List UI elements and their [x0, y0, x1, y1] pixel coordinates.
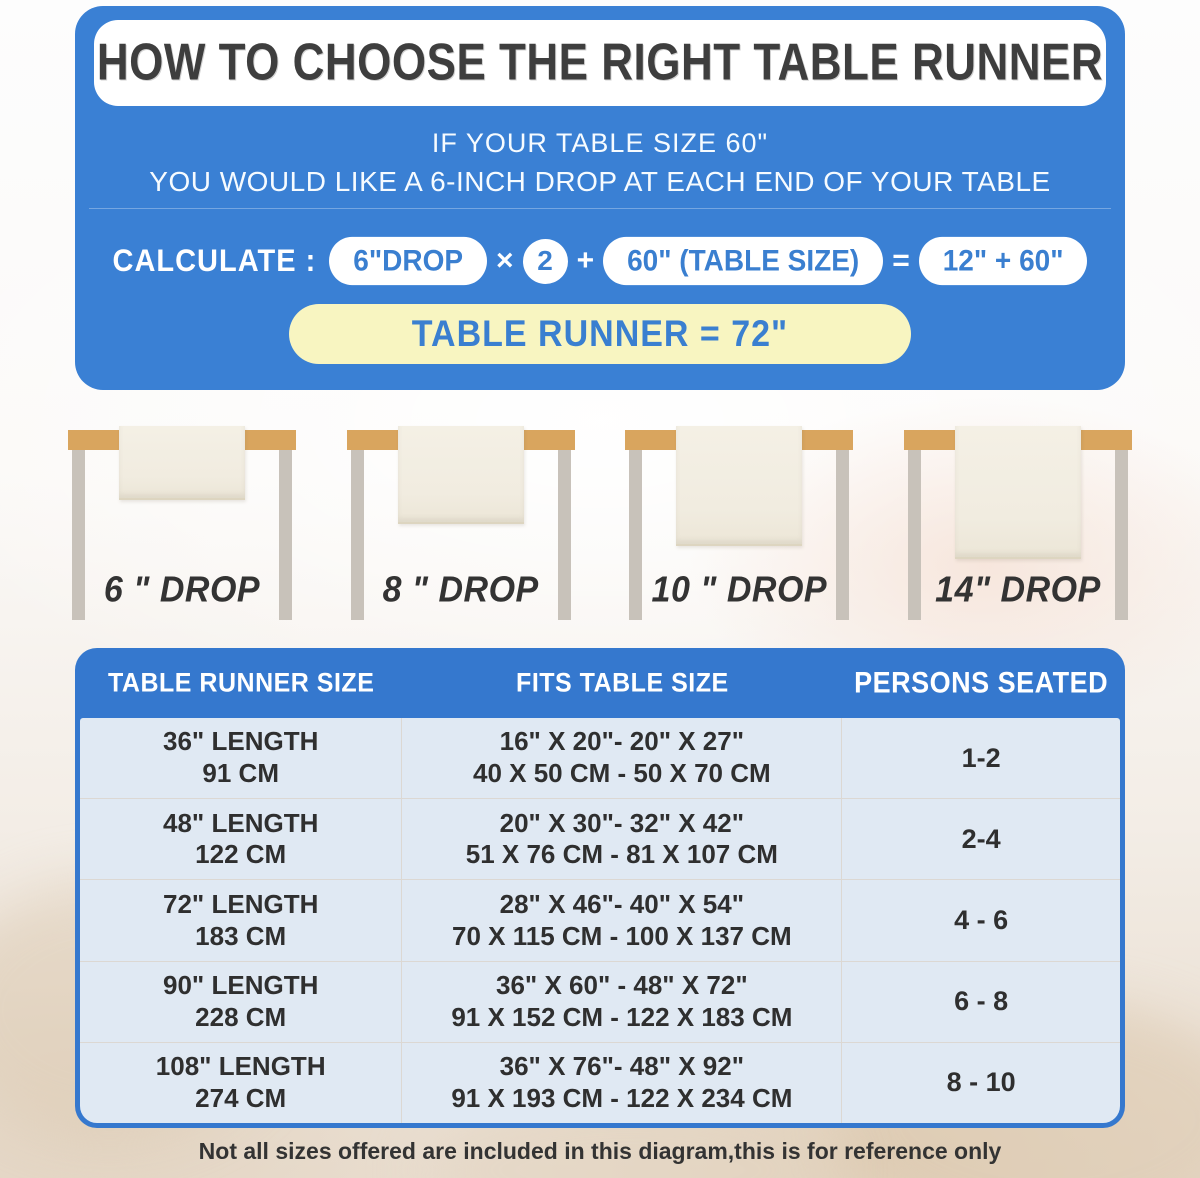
fits-inches: 16" X 20"- 20" X 27" — [499, 726, 745, 757]
drop-figure-14in — [904, 425, 1132, 625]
calculate-label: CALCULATE : — [112, 242, 317, 279]
fits-inches: 28" X 46"- 40" X 54" — [499, 888, 745, 919]
persons-cell: 6 - 8 — [954, 986, 1009, 1017]
runner-size-inches: 72" LENGTH — [163, 888, 319, 919]
runner-size-cell — [80, 1043, 402, 1123]
fits-table-cell — [402, 799, 842, 879]
result-text: TABLE RUNNER = 72" — [411, 312, 789, 354]
fits-inches: 20" X 30"- 32" X 42" — [499, 807, 745, 838]
drop-label: 6 " DROP — [103, 570, 261, 610]
runner-size-cell — [80, 962, 402, 1042]
table-row — [80, 798, 1120, 879]
table-size-pill: 60" (TABLE SIZE) — [603, 237, 883, 285]
runner-size-cell — [80, 718, 402, 798]
drop-examples — [68, 425, 1132, 625]
table-runner — [398, 426, 524, 524]
title-banner — [94, 20, 1106, 106]
table-row — [80, 879, 1120, 960]
sum-pill: 12" + 60" — [919, 237, 1088, 285]
persons-cell: 2-4 — [961, 823, 1001, 854]
plus-operator: + — [576, 244, 595, 277]
runner-size-cm: 228 CM — [195, 1001, 287, 1032]
column-header-runner-size: TABLE RUNNER SIZE — [108, 667, 375, 698]
runner-size-cm: 183 CM — [195, 920, 287, 951]
runner-size-cm: 274 CM — [195, 1082, 287, 1113]
page-title: HOW TO CHOOSE THE RIGHT TABLE RUNNER — [96, 33, 1104, 92]
runner-size-inches: 36" LENGTH — [163, 726, 319, 757]
persons-cell: 8 - 10 — [946, 1067, 1016, 1098]
column-header-persons: PERSONS SEATED — [854, 666, 1109, 699]
size-chart — [75, 648, 1125, 1128]
runner-size-cm: 122 CM — [195, 839, 287, 870]
hero-panel — [75, 6, 1125, 390]
fits-inches: 36" X 76"- 48" X 92" — [499, 1051, 745, 1082]
runner-size-cell — [80, 799, 402, 879]
fits-cm: 51 X 76 CM - 81 X 107 CM — [465, 839, 778, 870]
table-row — [80, 1042, 1120, 1123]
multiplier-badge: 2 — [523, 239, 568, 284]
drop-label: 10 " DROP — [651, 570, 828, 610]
fits-table-cell — [402, 718, 842, 798]
subtitle-line-1: IF YOUR TABLE SIZE 60" — [431, 128, 769, 158]
persons-cell: 1-2 — [961, 742, 1001, 773]
runner-size-cm: 91 CM — [202, 758, 279, 789]
fits-cm: 91 X 152 CM - 122 X 183 CM — [451, 1001, 793, 1032]
fits-table-cell — [402, 880, 842, 960]
fits-cm: 91 X 193 CM - 122 X 234 CM — [451, 1082, 793, 1113]
column-header-fits-table: FITS TABLE SIZE — [516, 667, 729, 698]
drop-label: 14" DROP — [935, 570, 1101, 610]
fits-table-cell — [402, 962, 842, 1042]
drop-figure-10in — [625, 425, 853, 625]
table-runner — [119, 426, 245, 500]
runner-size-inches: 48" LENGTH — [163, 807, 319, 838]
table-row — [80, 718, 1120, 798]
runner-size-cell — [80, 880, 402, 960]
runner-size-inches: 90" LENGTH — [163, 969, 319, 1000]
table-runner — [955, 426, 1081, 559]
calculation-row — [75, 236, 1125, 286]
fits-cm: 70 X 115 CM - 100 X 137 CM — [452, 920, 792, 951]
persons-cell: 4 - 6 — [954, 905, 1009, 936]
fits-inches: 36" X 60" - 48" X 72" — [496, 969, 748, 1000]
equals-operator: = — [892, 244, 910, 277]
divider-line — [89, 208, 1111, 209]
disclaimer-note: Not all sizes offered are included in this diagram,this is for reference only — [198, 1138, 1002, 1164]
subtitle-line-2: YOU WOULD LIKE A 6-INCH DROP AT EACH END OF YOUR TABLE — [149, 166, 1051, 197]
result-banner — [289, 304, 911, 364]
size-chart-header — [80, 648, 1120, 718]
fits-cm: 40 X 50 CM - 50 X 70 CM — [473, 758, 771, 789]
multiply-operator: × — [496, 244, 514, 277]
size-chart-body — [80, 718, 1120, 1123]
table-runner — [676, 426, 802, 546]
table-row — [80, 961, 1120, 1042]
drop-figure-8in — [347, 425, 575, 625]
drop-label: 8 " DROP — [382, 570, 539, 610]
drop-figure-6in — [68, 425, 296, 625]
runner-size-inches: 108" LENGTH — [155, 1051, 326, 1082]
fits-table-cell — [402, 1043, 842, 1123]
drop-value-pill: 6"DROP — [329, 237, 487, 285]
